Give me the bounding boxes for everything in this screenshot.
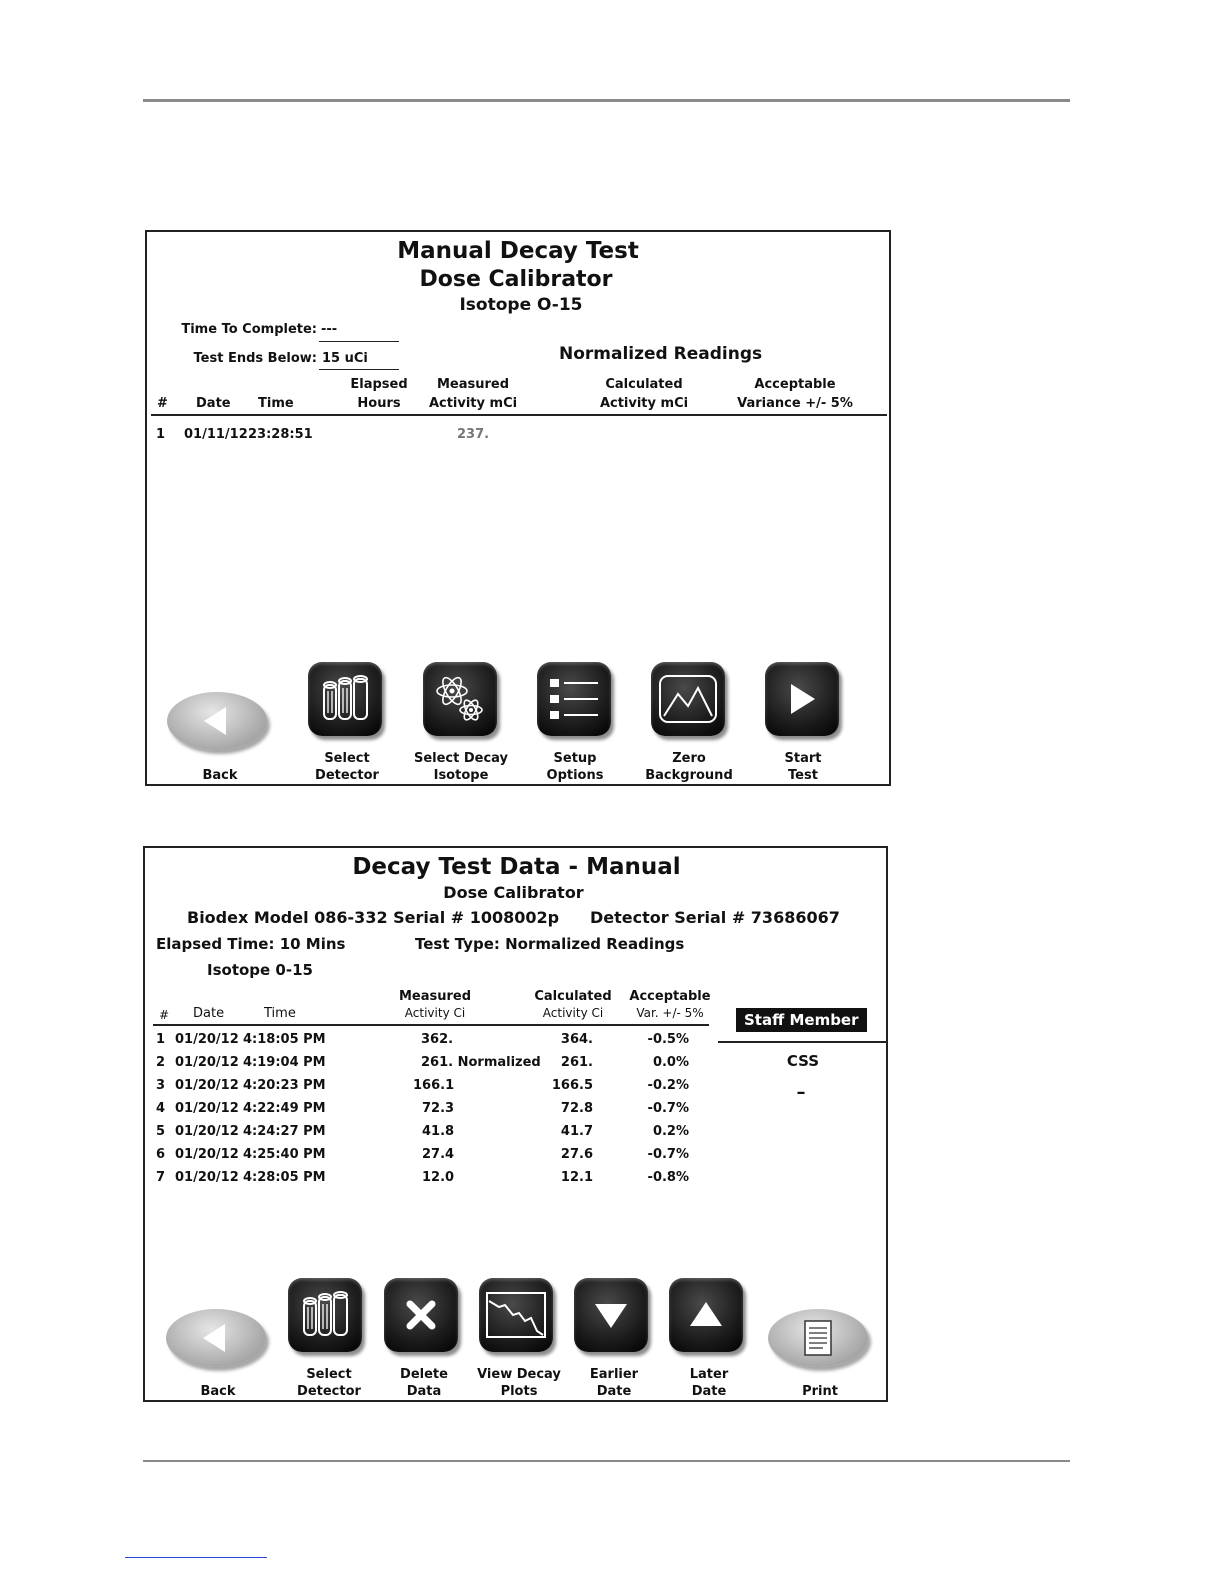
view-decay-plots-button[interactable] [479, 1278, 553, 1352]
col-calculated-1: Calculated [605, 377, 683, 392]
col-date: Date [193, 1006, 225, 1021]
col-calculated-2: Activity mCi [599, 396, 689, 411]
row-measured: 237. [457, 427, 490, 442]
play-icon [787, 682, 817, 716]
manual-decay-test-screen [145, 230, 891, 786]
time-to-complete-underline [319, 341, 399, 342]
later-date-button[interactable] [669, 1278, 743, 1352]
setup-options-button[interactable] [537, 662, 611, 736]
delete-data-label-2: Data [406, 1384, 442, 1399]
zero-background-label-1: Zero [672, 751, 706, 766]
isotope-label: Isotope O-15 [459, 295, 583, 315]
col-calculated-1: Calculated [534, 989, 612, 1004]
row-date: 01/20/12 [175, 1078, 239, 1093]
row-measured: 41.8 [422, 1124, 455, 1139]
row-date: 01/20/12 [175, 1147, 239, 1162]
delete-data-label-1: Delete [400, 1367, 448, 1382]
staff-member-rule [718, 1041, 886, 1043]
row-date: 01/20/12 [175, 1032, 239, 1047]
row-date: 01/11/12 [184, 427, 248, 442]
col-elapsed-1: Elapsed [350, 377, 408, 392]
time-to-complete-value: --- [321, 322, 338, 337]
close-icon [404, 1298, 438, 1332]
row-variance: -0.2% [647, 1078, 689, 1093]
select-decay-isotope-button[interactable] [423, 662, 497, 736]
row-date: 01/20/12 [175, 1101, 239, 1116]
row-measured: 27.4 [422, 1147, 455, 1162]
row-calculated: 72.8 [560, 1101, 593, 1116]
atom-icon [430, 669, 490, 729]
select-isotope-label-2: Isotope [433, 768, 489, 783]
row-calculated: 12.1 [560, 1170, 593, 1185]
row-calculated: 27.6 [560, 1147, 593, 1162]
select-detector-label-2: Detector [315, 768, 379, 783]
later-date-label-2: Date [691, 1384, 727, 1399]
col-acceptable-1: Acceptable [754, 377, 836, 392]
start-test-label-2: Test [788, 768, 818, 783]
row-time: 4:19:04 PM [243, 1055, 326, 1070]
col-date: Date [196, 396, 231, 411]
col-calculated-2: Activity Ci [542, 1006, 604, 1020]
setup-options-label-2: Options [546, 768, 604, 783]
row-calculated: 166.5 [551, 1078, 593, 1093]
test-ends-below-underline [319, 369, 399, 370]
select-detector-button[interactable] [308, 662, 382, 736]
col-measured-2: Activity mCi [428, 396, 518, 411]
row-time: 4:28:05 PM [243, 1170, 326, 1185]
col-elapsed-2: Hours [357, 396, 401, 411]
col-acceptable-1: Acceptable [629, 989, 711, 1004]
row-variance: -0.8% [647, 1170, 689, 1185]
col-measured-1: Measured [398, 989, 472, 1004]
select-detector-label-1: Select [306, 1367, 352, 1382]
print-label: Print [802, 1384, 838, 1399]
col-time: Time [258, 396, 294, 411]
isotope-label: Isotope 0-15 [207, 961, 313, 979]
detector-serial-line: Detector Serial # 73686067 [590, 908, 840, 927]
row-variance: 0.0% [652, 1055, 689, 1070]
screen-subtitle: Dose Calibrator [419, 267, 613, 292]
col-num: # [157, 396, 168, 411]
row-measured: 72.3 [422, 1101, 455, 1116]
row-variance: -0.7% [647, 1101, 689, 1116]
elapsed-time: Elapsed Time: 10 Mins [156, 935, 346, 953]
row-measured: 261. Normalized [421, 1055, 541, 1070]
earlier-date-button[interactable] [574, 1278, 648, 1352]
zero-background-label-2: Background [645, 768, 733, 783]
row-num: 4 [156, 1101, 166, 1116]
select-detector-label-1: Select [324, 751, 370, 766]
col-time: Time [264, 1006, 296, 1021]
row-date: 01/20/12 [175, 1055, 239, 1070]
select-isotope-label-1: Select Decay [413, 751, 509, 766]
row-num: 1 [156, 427, 166, 442]
decay-test-data-screen [143, 846, 888, 1402]
detector-icon [297, 1289, 353, 1341]
row-calculated: 261. [560, 1055, 593, 1070]
back-button[interactable] [166, 1309, 266, 1367]
test-type: Test Type: Normalized Readings [415, 935, 685, 953]
col-measured-2: Activity Ci [404, 1006, 466, 1020]
col-acceptable-2: Variance +/- 5% [737, 396, 853, 411]
line-chart-icon [485, 1291, 547, 1339]
row-measured: 166.1 [413, 1078, 455, 1093]
start-test-button[interactable] [765, 662, 839, 736]
zero-background-button[interactable] [651, 662, 725, 736]
back-button[interactable] [167, 692, 267, 750]
row-variance: 0.2% [652, 1124, 689, 1139]
earlier-date-label-2: Date [596, 1384, 632, 1399]
footer-rule [143, 1460, 1070, 1462]
earlier-date-label-1: Earlier [589, 1367, 639, 1382]
row-measured: 12.0 [422, 1170, 455, 1185]
test-ends-below-label: Test Ends Below: [193, 351, 317, 366]
col-num: # [159, 1008, 170, 1022]
arrow-up-icon [688, 1300, 724, 1330]
row-measured: 362. [421, 1032, 454, 1047]
view-decay-plots-label-1: View Decay [477, 1367, 561, 1382]
back-label: Back [202, 768, 238, 783]
arrow-left-icon [199, 1321, 233, 1355]
col-measured-1: Measured [436, 377, 510, 392]
select-detector-button[interactable] [288, 1278, 362, 1352]
document-icon [803, 1319, 833, 1357]
row-num: 7 [156, 1170, 166, 1185]
setup-options-label-1: Setup [553, 751, 597, 766]
screen-subtitle: Dose Calibrator [443, 883, 584, 902]
select-detector-label-2: Detector [297, 1384, 361, 1399]
row-num: 6 [156, 1147, 166, 1162]
detector-icon [317, 673, 373, 725]
arrow-left-icon [200, 704, 234, 738]
row-num: 1 [156, 1032, 166, 1047]
header-rule [143, 99, 1070, 102]
staff-member-label: Staff Member [736, 1008, 867, 1032]
row-variance: -0.5% [647, 1032, 689, 1047]
screen-title: Decay Test Data - Manual [352, 854, 681, 880]
row-time: 4:20:23 PM [243, 1078, 326, 1093]
view-decay-plots-label-2: Plots [500, 1384, 538, 1399]
row-variance: -0.7% [647, 1147, 689, 1162]
row-time: 4:24:27 PM [243, 1124, 326, 1139]
model-serial-line: Biodex Model 086-332 Serial # 1008002p [187, 908, 560, 927]
list-icon [548, 676, 600, 722]
back-label: Back [200, 1384, 236, 1399]
test-ends-below-value[interactable]: 15 uCi [322, 351, 368, 366]
row-calculated: 41.7 [560, 1124, 593, 1139]
footer-link[interactable] [125, 1557, 267, 1558]
row-num: 3 [156, 1078, 166, 1093]
table-header-rule [151, 414, 887, 416]
mountain-icon [658, 674, 718, 724]
time-to-complete-label: Time To Complete: [181, 322, 317, 337]
start-test-label-1: Start [784, 751, 822, 766]
row-time: 23:28:51 [248, 427, 313, 442]
row-time: 4:22:49 PM [243, 1101, 326, 1116]
normalized-readings-title: Normalized Readings [559, 344, 763, 364]
row-time: 4:18:05 PM [243, 1032, 326, 1047]
delete-data-button[interactable] [384, 1278, 458, 1352]
row-date: 01/20/12 [175, 1124, 239, 1139]
col-acceptable-2: Var. +/- 5% [636, 1006, 704, 1020]
arrow-down-icon [593, 1300, 629, 1330]
row-num: 2 [156, 1055, 166, 1070]
row-calculated: 364. [560, 1032, 593, 1047]
row-time: 4:25:40 PM [243, 1147, 326, 1162]
print-button[interactable] [768, 1309, 868, 1367]
staff-member-value: CSS [786, 1052, 820, 1070]
row-num: 5 [156, 1124, 166, 1139]
later-date-label-1: Later [689, 1367, 729, 1382]
row-date: 01/20/12 [175, 1170, 239, 1185]
staff-member-dash: – [796, 1082, 806, 1103]
table-header-rule [153, 1024, 709, 1026]
screen-title: Manual Decay Test [397, 238, 639, 264]
